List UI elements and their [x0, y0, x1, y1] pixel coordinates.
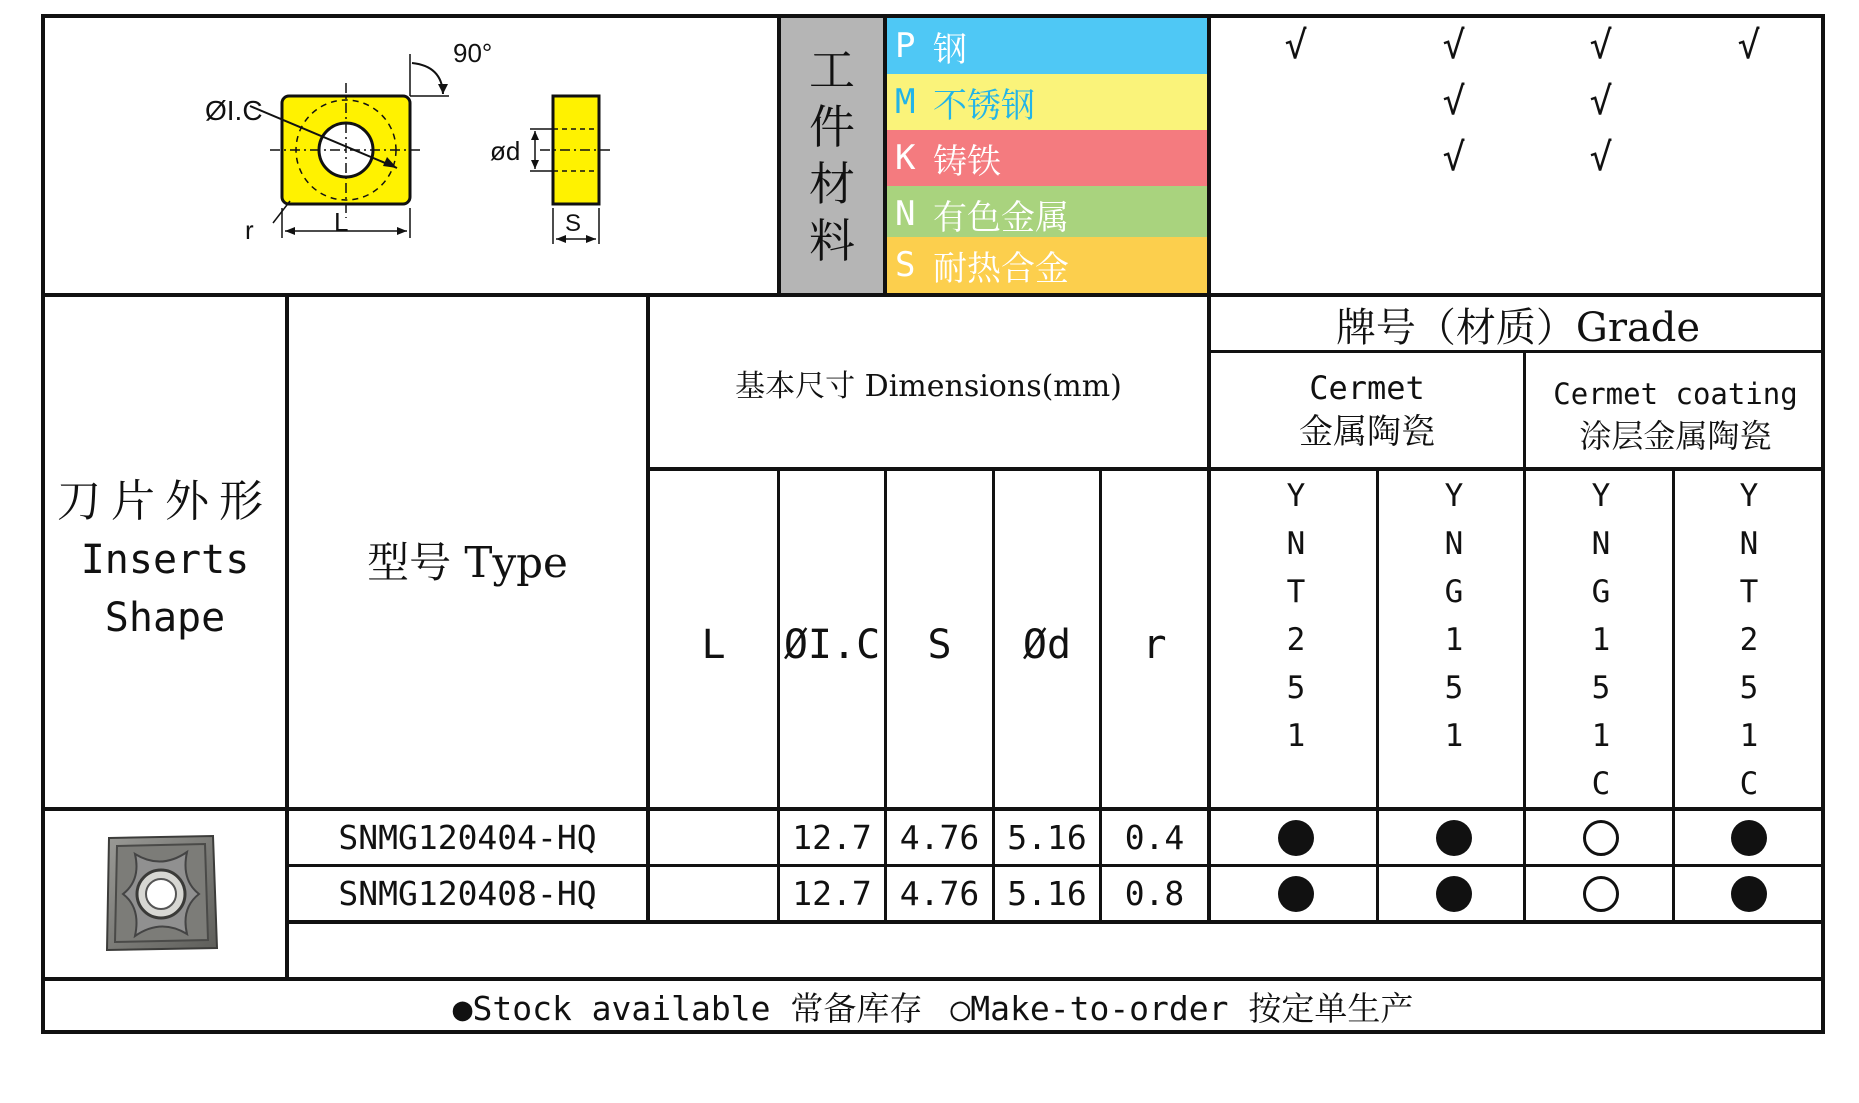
- grade-label: [1561, 472, 1641, 802]
- legend: [45, 981, 1821, 1031]
- heading-char: 工: [809, 42, 855, 97]
- legend-order: ○Make-to-order 按定单生产: [950, 988, 1414, 1028]
- cermet-coating-header: [1526, 362, 1825, 467]
- grade-char: 1: [1444, 622, 1464, 658]
- grade-char: Y: [1444, 478, 1464, 514]
- divider: [287, 920, 1825, 924]
- col-header-s: S: [927, 622, 952, 668]
- angle-label: 90°: [453, 38, 493, 68]
- shape-en2: Shape: [104, 595, 226, 641]
- grade-char: 1: [1591, 718, 1611, 754]
- grade-char: N: [1444, 526, 1464, 562]
- grade-char: C: [1739, 766, 1759, 802]
- grade-char: Y: [1739, 478, 1759, 514]
- check-mark-icon: √: [1284, 23, 1308, 67]
- material-code: P: [895, 26, 916, 66]
- divider: [1672, 469, 1675, 922]
- material-code: S: [895, 245, 916, 285]
- make-to-order-dot: [1583, 876, 1619, 912]
- grade-char: N: [1286, 526, 1306, 562]
- grade-char: 5: [1444, 670, 1464, 706]
- check-mark-icon: √: [1442, 23, 1466, 67]
- stock-available-dot: [1278, 820, 1314, 856]
- type-header: 型号 Type: [367, 538, 568, 587]
- check-mark-icon: √: [1737, 23, 1761, 67]
- grade-char: G: [1591, 574, 1611, 610]
- cell-s: 4.76: [899, 818, 980, 857]
- check-mark-icon: √: [1589, 79, 1613, 123]
- d-label: ød: [490, 136, 521, 166]
- grade-char: T: [1286, 574, 1306, 610]
- material-row-m: [887, 74, 1207, 130]
- stock-available-dot: [1278, 876, 1314, 912]
- cell-l: [650, 811, 777, 864]
- cermet-header: [1211, 355, 1523, 465]
- cermet-cn: 金属陶瓷: [1299, 412, 1435, 452]
- cell-ic: 12.7: [792, 874, 872, 913]
- grade-char: Y: [1591, 478, 1611, 514]
- cell-s: 4.76: [899, 874, 980, 913]
- material-code: N: [895, 194, 916, 234]
- grade-char: 1: [1739, 718, 1759, 754]
- grade-char: T: [1739, 574, 1759, 610]
- heading-char: 材: [809, 156, 855, 211]
- cell-d: 5.16: [1007, 818, 1087, 857]
- check-mark-icon: √: [1442, 135, 1466, 179]
- cell-d: 5.16: [1007, 874, 1087, 913]
- grade-label: [1709, 472, 1789, 802]
- material-code: K: [895, 138, 916, 178]
- col-header-ic: ØI.C: [783, 622, 881, 668]
- make-to-order-dot: [1583, 820, 1619, 856]
- grade-char: N: [1591, 526, 1611, 562]
- stock-available-dot: [1731, 820, 1767, 856]
- s-label: S: [564, 210, 582, 237]
- grade-char: 1: [1591, 622, 1611, 658]
- cell-type: SNMG120404-HQ: [338, 818, 597, 857]
- divider: [1376, 469, 1379, 922]
- material-name: 不锈钢: [933, 85, 1035, 126]
- col-header-d: Ød: [1022, 622, 1072, 668]
- grade-label: [1256, 472, 1336, 802]
- grade-char: 5: [1591, 670, 1611, 706]
- check-mark-icon: √: [1442, 79, 1466, 123]
- divider: [648, 467, 1825, 471]
- divider: [1207, 14, 1211, 295]
- grade-header: 牌号（材质）Grade: [1335, 304, 1701, 351]
- grade-char: 2: [1739, 622, 1759, 658]
- grade-char: Y: [1286, 478, 1306, 514]
- insert-geometry-diagram: [45, 18, 777, 293]
- grade-char: 1: [1444, 718, 1464, 754]
- shape-en1: Inserts: [80, 537, 250, 583]
- l-label: L: [334, 207, 349, 237]
- cell-type: SNMG120408-HQ: [338, 874, 597, 913]
- material-code: M: [895, 82, 916, 122]
- grade-char: C: [1591, 766, 1611, 802]
- ic-label: ØI.C: [205, 95, 263, 126]
- coating-en: Cermet coating: [1553, 376, 1798, 411]
- grade-char: 1: [1286, 718, 1306, 754]
- check-mark-icon: √: [1589, 135, 1613, 179]
- inserts-shape-header: [45, 470, 285, 650]
- grade-char: G: [1444, 574, 1464, 610]
- col-header-r: r: [1142, 622, 1167, 668]
- material-name: 铸铁: [933, 141, 1001, 182]
- material-name: 有色金属: [933, 197, 1069, 238]
- grade-char: 2: [1286, 622, 1306, 658]
- material-row-p: [887, 18, 1207, 74]
- material-row-n: [887, 186, 1207, 242]
- material-row-s: [887, 237, 1207, 293]
- stock-available-dot: [1436, 820, 1472, 856]
- grade-char: 5: [1286, 670, 1306, 706]
- cell-r: 0.8: [1124, 874, 1185, 913]
- stock-available-dot: [1436, 876, 1472, 912]
- r-label: r: [245, 215, 254, 245]
- cell-ic: 12.7: [792, 818, 872, 857]
- heading-char: 件: [809, 99, 855, 154]
- dimensions-header: 基本尺寸 Dimensions(mm): [735, 369, 1122, 404]
- col-header-l: L: [701, 622, 726, 668]
- material-name: 耐热合金: [933, 248, 1069, 289]
- grade-char: 5: [1739, 670, 1759, 706]
- work-material-heading: [781, 18, 883, 293]
- grade-label: [1414, 472, 1494, 802]
- grade-char: N: [1739, 526, 1759, 562]
- check-mark-icon: √: [1589, 23, 1613, 67]
- cermet-en: Cermet: [1309, 369, 1425, 407]
- shape-cn: 刀片外形: [57, 476, 273, 527]
- heading-char: 料: [809, 213, 855, 268]
- material-name: 钢: [933, 29, 967, 70]
- cell-l: [650, 867, 777, 920]
- stock-available-dot: [1731, 876, 1767, 912]
- cell-r: 0.4: [1124, 818, 1185, 857]
- material-row-k: [887, 130, 1207, 186]
- legend-stock: ●Stock available 常备库存: [452, 988, 923, 1028]
- insert-photo: [95, 830, 225, 960]
- coating-cn: 涂层金属陶瓷: [1579, 416, 1772, 455]
